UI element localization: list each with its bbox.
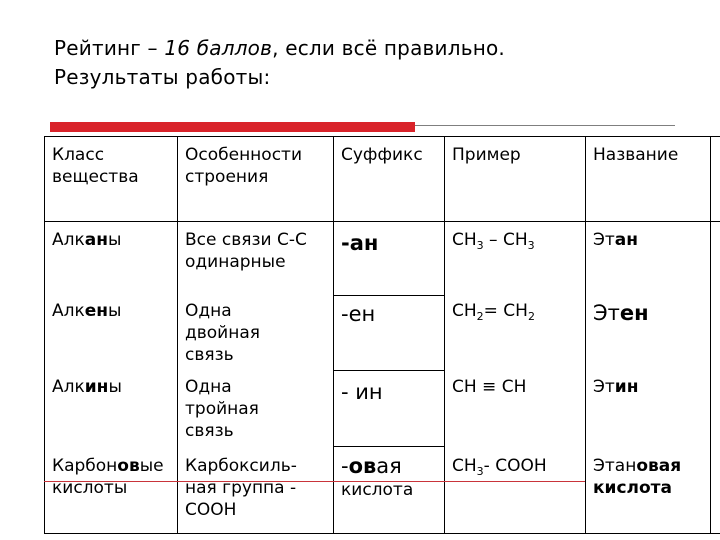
grid-line	[710, 136, 711, 534]
row-alkynes-structure: Одна тройная связь	[185, 377, 259, 441]
row-alkynes-example: СН ≡ СН	[452, 377, 527, 397]
name-stem: Эт	[593, 301, 620, 324]
class-stem: Карбон	[52, 456, 118, 476]
row-acids-name	[585, 451, 710, 499]
row-alkanes-structure: Все связи С-С одинарные	[185, 230, 307, 272]
header-structure: Особенности строения	[185, 145, 302, 187]
row-alkanes-name	[585, 225, 710, 251]
thin-divider	[415, 125, 675, 126]
class-ending: ы	[107, 230, 122, 250]
suffix-text: -ан	[341, 231, 379, 254]
heading-points: 16 баллов	[164, 36, 273, 60]
header-class: Класс вещества	[52, 145, 139, 187]
suffix-dash: -	[341, 454, 349, 478]
header-name: Название	[593, 145, 679, 165]
row-acids-suffix	[333, 451, 444, 501]
grid-line	[333, 446, 445, 447]
class-suffix: ов	[117, 456, 140, 476]
row-acids-structure: Карбоксиль-ная группа - СООН	[185, 456, 297, 520]
class-stem: Алк	[52, 301, 85, 321]
row-alkenes-example	[444, 296, 585, 322]
suffix-word: кислота	[341, 480, 414, 500]
row-alkanes-example	[444, 225, 585, 251]
name-suffix: ен	[619, 301, 649, 324]
header-example: Пример	[452, 145, 521, 165]
name-stem: Эт	[593, 377, 615, 397]
formula-part: СН	[452, 301, 477, 321]
grid-line	[44, 221, 720, 222]
row-acids-example	[444, 451, 585, 477]
page-heading	[54, 34, 704, 92]
row-alkenes-suffix: -ен	[341, 302, 376, 325]
row-alkanes-class	[44, 225, 177, 251]
formula-part: СН	[452, 456, 477, 476]
grid-line	[44, 136, 720, 137]
row-alkynes-suffix: - ин	[341, 380, 383, 403]
formula-part: СН	[452, 230, 477, 250]
grid-line	[333, 295, 445, 296]
row-alkenes-structure: Одна двойная связь	[185, 301, 260, 365]
class-ending: ые кислоты	[52, 456, 164, 498]
class-suffix: ан	[84, 230, 108, 250]
formula-subscript: 2	[476, 310, 484, 322]
name-stem: Этан	[593, 456, 637, 476]
row-acids-class	[44, 451, 177, 499]
row-alkenes-name	[585, 298, 710, 324]
name-suffix: ин	[614, 377, 639, 397]
formula-subscript: 3	[527, 239, 535, 251]
suffix-bold: ов	[348, 454, 377, 478]
class-stem: Алк	[52, 230, 85, 250]
class-stem: Алк	[52, 377, 85, 397]
formula-subscript: 3	[476, 465, 484, 477]
name-suffix: ан	[614, 230, 638, 250]
formula-subscript: 3	[476, 239, 484, 251]
red-accent-bar	[50, 122, 415, 132]
class-ending: ы	[108, 301, 122, 321]
class-ending: ы	[108, 377, 122, 397]
grid-line	[333, 370, 445, 371]
header-suffix: Суффикс	[341, 145, 423, 165]
suffix-ending: ая	[376, 454, 402, 478]
formula-part: - СООН	[483, 456, 547, 476]
row-alkanes-suffix	[333, 228, 444, 254]
heading-condition: , если всё правильно.	[272, 36, 505, 60]
heading-rating-label: Рейтинг –	[54, 36, 165, 60]
name-suffix: овая кислота	[593, 456, 682, 498]
formula-subscript: 2	[527, 310, 535, 322]
name-stem: Эт	[593, 230, 615, 250]
row-alkenes-class	[44, 296, 177, 322]
row-alkynes-class	[44, 372, 177, 398]
row-alkynes-name	[585, 372, 710, 398]
class-suffix: ен	[84, 301, 109, 321]
formula-part: = СН	[483, 301, 528, 321]
heading-line-2: Результаты работы:	[54, 65, 271, 89]
formula-part: – СН	[483, 230, 528, 250]
grid-line	[44, 533, 720, 534]
class-suffix: ин	[84, 377, 109, 397]
heading-line-1	[54, 34, 704, 63]
